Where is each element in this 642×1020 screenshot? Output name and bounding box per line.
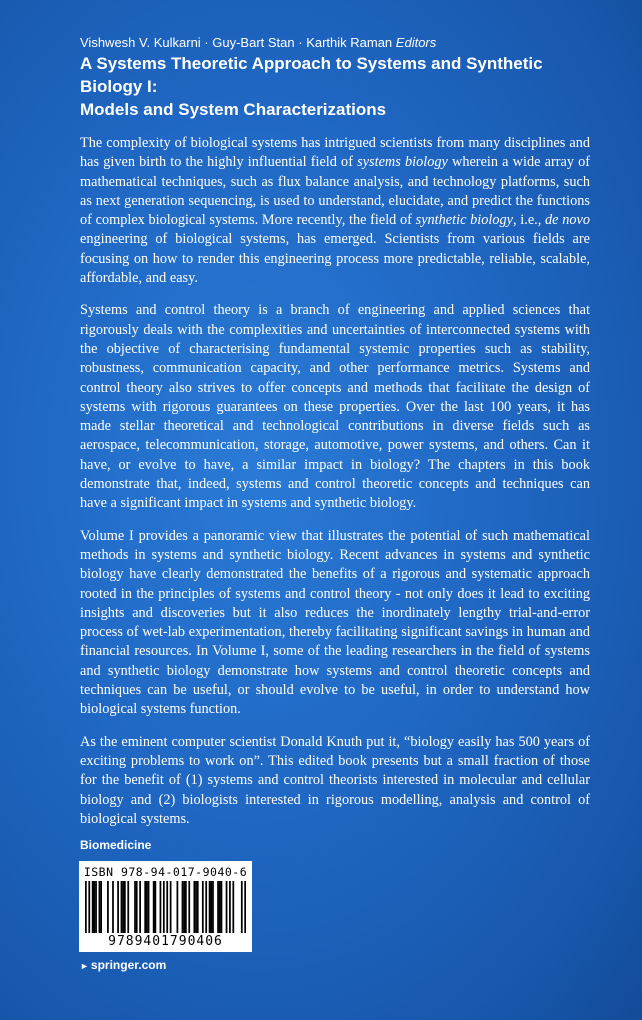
barcode-bar [95, 881, 97, 933]
title-line-2: Models and System Characterizations [80, 100, 387, 119]
barcode-bar [153, 881, 155, 933]
barcode-bar [92, 881, 94, 933]
barcode-bar [202, 881, 204, 933]
blurb-paragraph-2: Systems and control theory is a branch of engineering and applied sciences that rigorously deals with the complexities and uncertainties of interconnected systems with the objective of characterising fundamental systemic properties such as stability, robustness, communication capacity, and other performance metrics. Systems and control theory also strives to offer concepts and methods that facilitate the design of systems with rigorous guarantees on these properties. Over the last 100 years, it has made stellar theoretical and technological contributions in diverse fields such as aerospace, telecommunication, storage, automotive, power systems, and others. Can it have, or evolve to have, a similar impact in biology? The chapters in this book demonstrate that, indeed, systems and control theoretic concepts and techniques can have a significant impact in systems and synthetic biology. [80, 302, 590, 512]
publisher-website[interactable] [80, 958, 166, 972]
barcode-bar [144, 881, 146, 933]
barcode-bar [244, 881, 246, 933]
title-line-1: A Systems Theoretic Approach to Systems and Synthetic Biology I: [80, 54, 543, 96]
barcode-bar [188, 881, 190, 933]
barcode-bar [112, 881, 114, 933]
barcode-bar [170, 881, 172, 933]
barcode-bar [136, 881, 138, 933]
editors-line [80, 35, 436, 50]
barcode-bar [139, 881, 141, 933]
barcode-bar [85, 881, 87, 933]
barcode-bar [99, 881, 101, 933]
barcode-bar [182, 881, 184, 933]
barcode-digits: 9789401790406 [108, 934, 223, 949]
isbn-label: ISBN 978-94-017-9040-6 [83, 865, 248, 879]
barcode-bar [185, 881, 187, 933]
barcode-bar [163, 881, 165, 933]
arrow-icon: ► [80, 961, 89, 971]
isbn-barcode [79, 861, 252, 952]
barcode-bar [122, 881, 124, 933]
barcode-bar [209, 881, 211, 933]
book-title [80, 52, 600, 121]
barcode-bar [241, 881, 243, 933]
barcode-bar [117, 881, 119, 933]
barcode-bar [146, 881, 148, 933]
barcode-bar [93, 881, 95, 933]
italic-term: synthetic biology [415, 212, 514, 229]
editor-1: Vishwesh V. Kulkarni [80, 35, 201, 50]
barcode-bar [160, 881, 162, 933]
editor-3: Karthik Raman [306, 35, 393, 50]
barcode-bar [88, 881, 90, 933]
text-run: The complexity of biological systems has intrigued scientists from many disciplines and has given birth to the highly influential field of [80, 135, 590, 171]
barcode-bar [107, 881, 109, 933]
barcode-bar [197, 881, 199, 933]
barcode-bar [210, 881, 212, 933]
barcode-bar [100, 881, 102, 933]
subject-category: Biomedicine [80, 838, 152, 852]
barcode-bar [205, 881, 207, 933]
barcode-bar [127, 881, 129, 933]
barcode-bar [177, 881, 179, 933]
barcode-bar [121, 881, 123, 933]
barcode-bar [166, 881, 168, 933]
barcode-bar [229, 881, 231, 933]
text-run: engineering of biological systems, has emerged. Scientists from various fields are focusing on how to render this engineering process more predictable, reliable, scalable, affordable, and easy. [80, 231, 590, 287]
barcode-bar [183, 881, 185, 933]
editor-separator: · [294, 35, 307, 50]
editor-separator: · [200, 35, 213, 50]
back-cover-blurb [80, 134, 590, 842]
barcode-bar [212, 881, 214, 933]
barcode-bar [154, 881, 156, 933]
barcode-bar [221, 881, 223, 933]
blurb-paragraph-3: Volume I provides a panoramic view that illustrates the potential of such mathematical methods in systems and synthetic biology. Recent advances in systems and synthetic biology have clearly demonstrated the benefits of a rigorous and systematic approach rooted in the principles of systems and control theory - not only does it lead to exciting insights and discoveries but it also reduces the inordinately lengthy trial-and-error process of wet-lab experimentation, thereby facilitating significant savings in human and financial resources. In Volume I, some of the leading researchers in the field of systems and synthetic biology demonstrate how systems and control theoretic concepts and techniques can be useful, or should evolve to be useful, in order to understand how biological systems function. [80, 527, 590, 718]
barcode-bar [226, 881, 228, 933]
italic-term: systems biology [357, 154, 448, 171]
barcode-bar [219, 881, 221, 933]
text-run: , i.e., [513, 212, 546, 229]
barcode-bar [124, 881, 126, 933]
blurb-paragraph-4: As the eminent computer scientist Donald Knuth put it, “biology easily has 500 years of exciting problems to work on”. This edited book presents but a small fraction of those for the benefit of (1) systems and control theorists interested in molecular and cellular biology and (2) biologists interested in rigorous modelling, analysis and control of biological systems. [80, 733, 590, 827]
barcode-bars [85, 881, 246, 933]
barcode-bar [134, 881, 136, 933]
barcode-bar [217, 881, 219, 933]
barcode-bar [148, 881, 150, 933]
text-run: wherein a wide array of mathematical techniques, such as flux balance analysis, and technology platforms, such as next generation sequencing, is used to understand, elucidate, and predict the functions of complex biological systems. More recently, the field of [80, 154, 591, 229]
website-label: springer.com [90, 958, 167, 972]
italic-term: de novo [545, 212, 590, 229]
barcode-bar [232, 881, 234, 933]
editor-2: Guy-Bart Stan [212, 35, 295, 50]
barcode-bar [193, 881, 195, 933]
barcode-bar [195, 881, 197, 933]
blurb-paragraph-1 [80, 134, 590, 288]
editors-role: Editors [395, 35, 437, 50]
